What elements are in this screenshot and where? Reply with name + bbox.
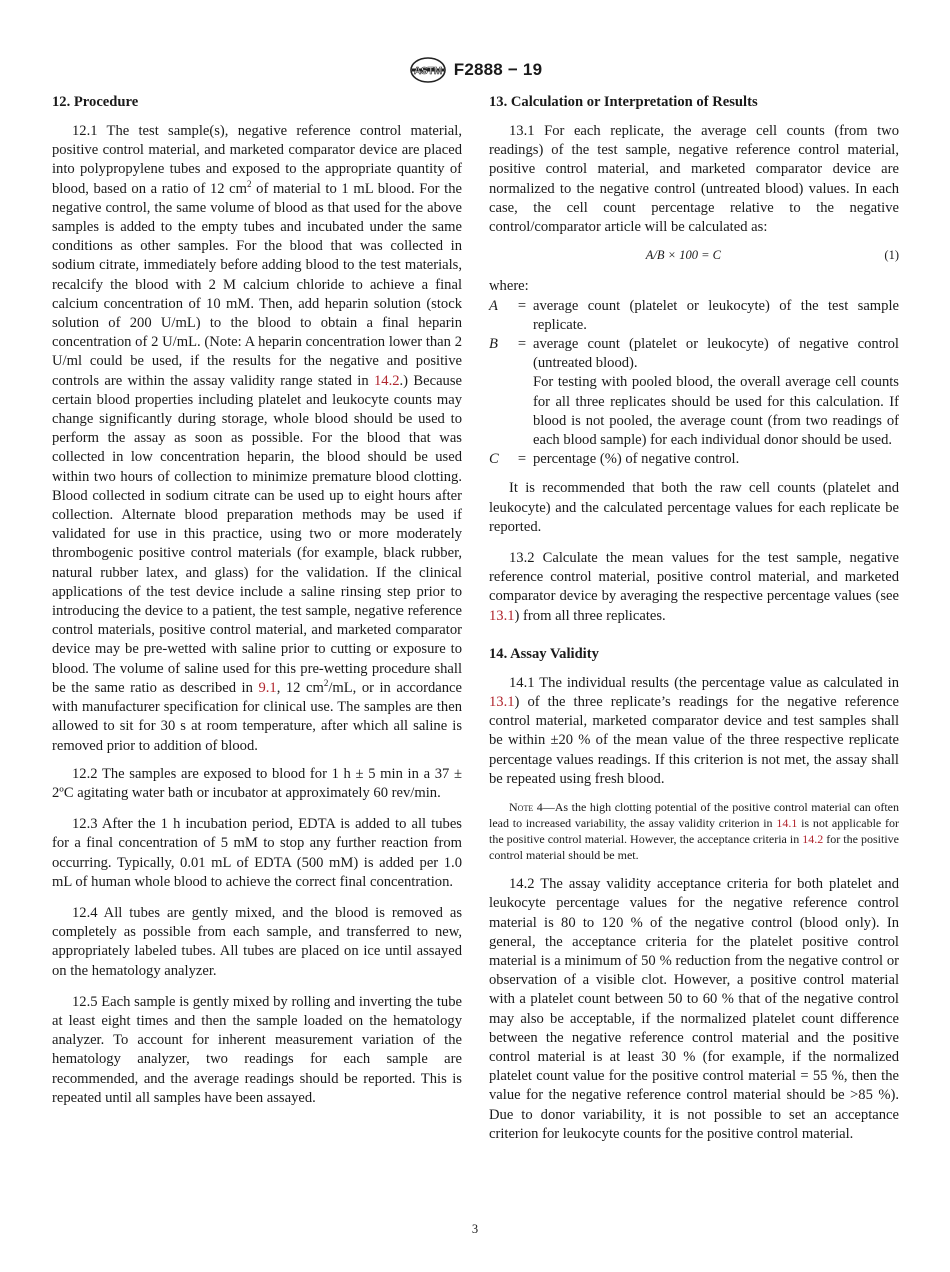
paragraph-13-1: 13.1 For each replicate, the average cell counts (from two readings) of the test sample, negative reference control material, positive control material, and marketed comparator device are normalized to the negative control (untreated blood) values. In each case, the cell count percentage relative to the negative control/comparator article will be calculated as: — [489, 123, 899, 236]
definition-b: B = average count (platelet or leukocyte) of negative control (untreated blood). — [489, 336, 899, 372]
equation-number: (1) — [884, 248, 899, 263]
section-heading-validity: 14. Assay Validity — [489, 645, 599, 662]
equation-formula: A/B × 100 = C — [645, 248, 721, 263]
paragraph-13-1-report: It is recommended that both the raw cell counts (platelet and leukocyte) and the calculated percentage values for each replicate be reported. — [489, 480, 899, 535]
variable-definitions — [489, 297, 899, 470]
section-heading-calculation: 13. Calculation or Interpretation of Results — [489, 94, 758, 110]
link-14-2[interactable]: 14.2 — [373, 372, 400, 389]
paragraph-12-1: 12.1 The test sample(s), negative reference control material, positive control material, and marketed comparator device are placed into polypropylene tubes and exposed to the appropriate quantity of blood, based on a ratio of 12 $cm^2$ of material to 1 mL blood. For the negative control, the same volume of blood as that used for the above samples is added to the empty tubes and incubated under the same conditions as other samples. For the blood that was collected in sodium citrate, immediately before adding blood to the test materials, recalcify the blood with 2 M calcium chloride to achieve a final calcium concentration of 10 mM. Then, add heparin solution (stock solution of 200 U/mL) to the blood to obtain a final heparin concentration of 2 U/mL. (Note: A heparin concentration lower than 2 U/ml could be used, if the results for the negative and positive controls are within the assay validity range stated in 14.2.) Because certain blood properties including platelet and leukocyte counts may change significantly during storage, whole blood should be used to perform the assay as soon as possible. For the blood that was collected in low concentration heparin, the blood should be used within two hours of collection to minimize premature blood clotting. Blood collected in sodium citrate can be used up to eight hours after collection. Alternate blood preparation methods may be used if validated for use in this practice, using two or more moderately thrombogenic positive control materials (for example, black rubber, natural rubber latex, and glass) for the validation. If the clinical applications of the test device include a saline rinsing step prior to introducing the device to a patient, the test sample, negative reference control materials, positive control material, and marketed comparator device may be pre-wetted with saline prior to cutting or exposure to blood. The volume of saline used for this pre-wetting procedure shall be the same ratio as described in 9.1, 12 $cm^2/mL$, or in accordance with manufacturer specification for clinical use. The samples are then allowed to sit for 30 s at room temperature, after which all saline is removed prior to addition of blood. — [52, 123, 462, 754]
link-14-2-b[interactable]: 14.2 — [802, 832, 824, 847]
page-header — [0, 56, 950, 86]
note-4: Note 4—As the high clotting potential of the positive control material can often lead to increased variability, the assay validity criterion in 14.1 is not applicable for the positive control material. However, the acceptance criteria in 14.2 for the positive control material should be met. — [489, 800, 899, 863]
paragraph-13-2: 13.2 Calculate the mean values for the test sample, negative reference control material, positive control material, and marketed comparator device by averaging the respective percentage values (see 13.1) from all three replicates. — [489, 550, 899, 624]
left-column — [52, 92, 462, 1117]
section-heading-procedure: 12. Procedure — [52, 94, 139, 110]
link-14-1[interactable]: 14.1 — [776, 816, 798, 831]
paragraph-14-1: 14.1 The individual results (the percentage value as calculated in 13.1) of the three replicate’s readings for the negative reference control material, marketed comparator device and test samples shall be within ±20 % of the mean value of the three respective replicate percentage values readings. If this criterion is not met, the assay shall be repeated using fresh blood. — [489, 674, 899, 787]
paragraph-12-4: 12.4 All tubes are gently mixed, and the blood is removed as completely as possible from each sample, and transferred to new, appropriately labeled tubes. All tubes are placed on ice until assayed on the hematology analyzer. — [52, 904, 462, 979]
svg-text:ASTM: ASTM — [413, 66, 442, 77]
where-label: where: — [489, 278, 529, 295]
page-number: 3 — [471, 1222, 479, 1236]
link-13-1-b[interactable]: 13.1 — [489, 694, 515, 711]
link-9-1[interactable]: 9.1 — [258, 679, 277, 696]
definition-c: C = percentage (%) of negative control. — [489, 451, 740, 468]
paragraph-12-3: 12.3 After the 1 h incubation period, EDTA is added to all tubes for a final concentration of 5 mM to stop any further reaction from occurring. Typically, 0.01 mL of EDTA (500 mM) is added per 1.0 mL of human whole blood to achieve the correct final concentration. — [52, 816, 462, 890]
astm-logo-icon — [408, 56, 448, 84]
definition-a: A = average count (platelet or leukocyte) of the test sample replicate. — [489, 297, 899, 333]
document-designation: F2888 − 19 — [453, 60, 543, 79]
paragraph-12-5: 12.5 Each sample is gently mixed by rolling and inverting the tube at least eight times and then the sample loaded on the hematology analyzer. To account for inherent measurement variation of the hematology analyzer, two readings for each sample are recommended, and the average readings should be reported. This is repeated until all samples have been assayed. — [52, 993, 462, 1106]
link-13-1[interactable]: 13.1 — [489, 607, 515, 624]
right-column — [489, 92, 899, 1153]
definition-b-note: For testing with pooled blood, the overall average cell counts for all three replicates should be used for this calculation. If blood is not pooled, the average count (from two readings of each blood sample) for each individual donor should be used. — [533, 374, 899, 449]
equation-1 — [489, 246, 899, 265]
paragraph-14-2: 14.2 The assay validity acceptance criteria for both platelet and leukocyte percentage values for the negative reference control material is 80 to 120 % of the negative control (blood only). In general, the acceptance criteria for the platelet positive control material is a minimum of 50 % reduction from the negative control or observation of a visible clot. However, a positive control material with a platelet count between 50 to 60 % that of the negative control may also be acceptable, if the normalized platelet count difference between the negative reference control material and the positive control material is at least 30 % (for example, if the normalized platelet count value for the positive control material = 55 %, then the value for the negative reference control material should be >85 %). Due to donor variability, it is not possible to set an acceptance criterion for leukocyte counts for the positive control material. — [489, 876, 899, 1142]
paragraph-12-2: 12.2 The samples are exposed to blood for 1 h ± 5 min in a 37 ± 2ºC agitating water bath or incubator at approximately 60 rev/min. — [52, 765, 462, 801]
